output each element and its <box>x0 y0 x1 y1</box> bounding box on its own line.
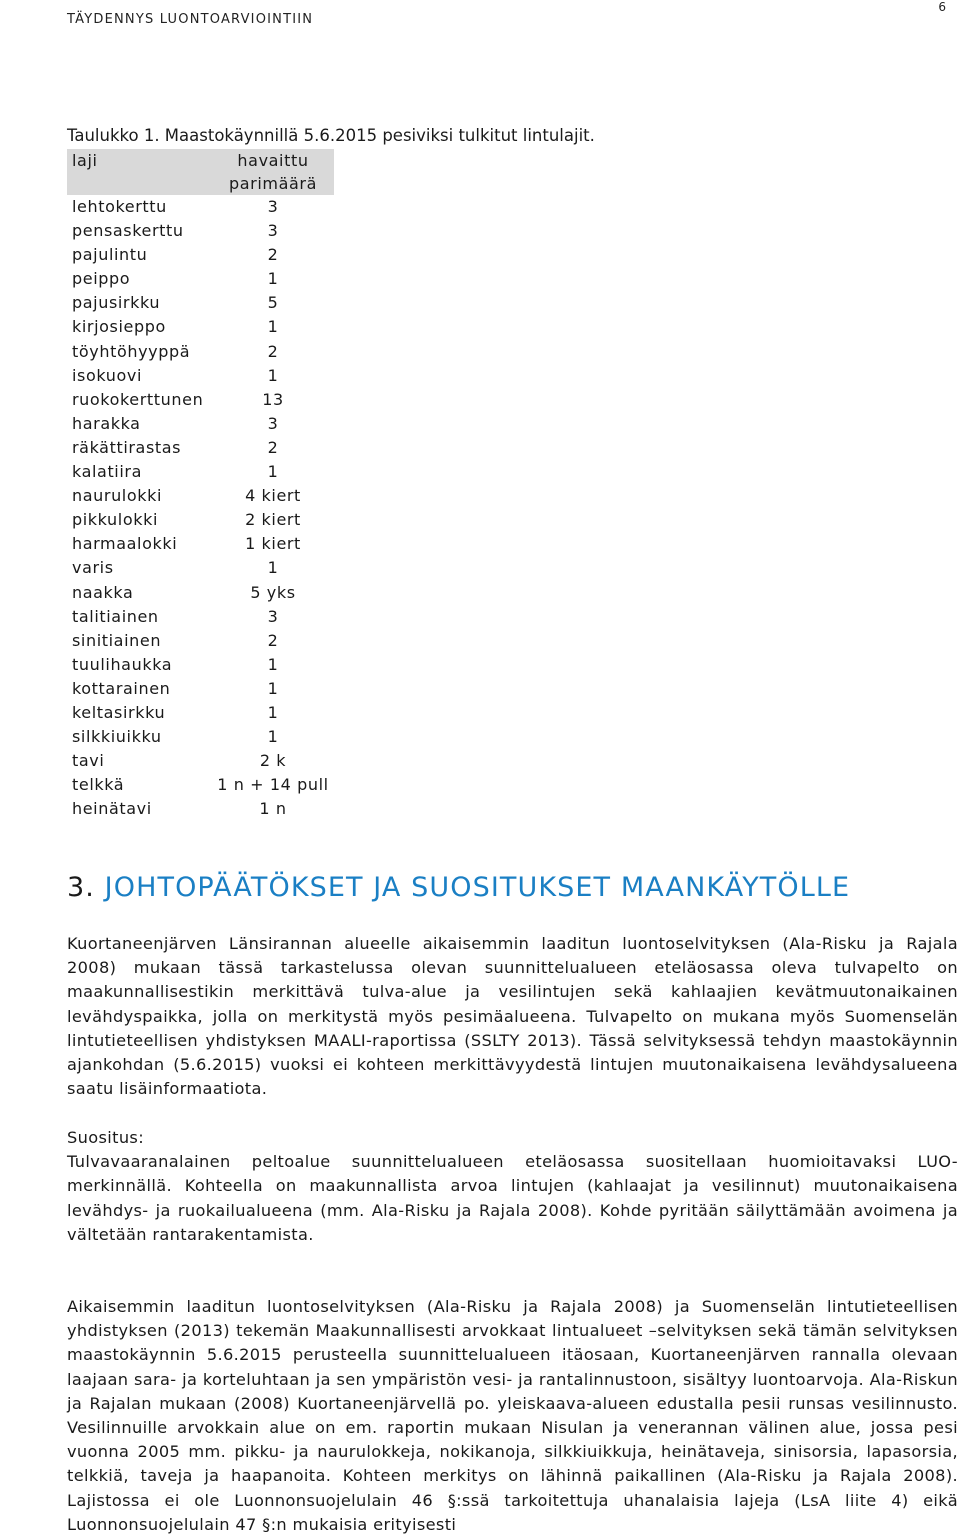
species-name-cell: pensaskerttu <box>72 221 184 241</box>
table-row <box>67 773 334 797</box>
pair-count-cell: 5 <box>267 293 279 313</box>
pair-count-cell: 2 <box>267 630 279 650</box>
species-name-cell: pikkulokki <box>72 510 158 530</box>
conclusion-paragraph: Kuortaneenjärven Länsirannan alueelle aikaisemmin laaditun luontoselvityksen (Ala-Risku ja Rajala 2008) mukaan tässä tarkastelussa olevan suunnittelualueen eteläosassa oleva tulvapelto on maakunnallisestikin merkittävä tulva-alue ja vesilintujen sekä kahlaajien kevätmuutonaikainen levähdyspaikka, jolla on merkitystä myös pesimäalueena. Tulvapelto on mukana myös Suomenselän lintutieteellisen yhdistyksen MAALI-raportissa (SSLTY 2013). Tässä selvityksessä tehdyn maastokäynnin ajankohdan (5.6.2015) vuoksi ei kohteen merkittävyydestä lintujen muutonaikaisena levähdysalueena saatu lisäinformaatiota. <box>67 934 958 1099</box>
species-name-cell: harmaalokki <box>72 534 178 554</box>
pair-count-cell: 1 kiert <box>245 534 301 554</box>
table-row <box>67 653 334 677</box>
species-name-cell: lehtokerttu <box>72 197 167 216</box>
species-name-cell: tavi <box>72 751 105 771</box>
pair-count-cell: 3 <box>267 197 279 216</box>
table-row <box>67 291 334 315</box>
recommendation-block <box>67 1126 958 1247</box>
species-name-cell: talitiainen <box>72 606 159 626</box>
species-name-cell: varis <box>72 558 114 578</box>
pair-count-cell: 13 <box>262 389 284 409</box>
species-name-cell: telkkä <box>72 775 125 795</box>
species-name-cell: pajusirkku <box>72 293 161 313</box>
table-row <box>67 195 334 219</box>
pair-count-cell: 1 n <box>259 799 287 819</box>
species-name-cell: tuulihaukka <box>72 654 173 674</box>
table-row <box>67 532 334 556</box>
table-row <box>67 315 334 339</box>
background-paragraph: Aikaisemmin laaditun luontoselvityksen (Ala-Risku ja Rajala 2008) ja Suomenselän lintutieteellisen yhdistyksen (2013) tekemän Maakunnallisesti arvokkaat lintualueet –selvityksen sekä tämän selvityksen maastokäynnin 5.6.2015 perusteella suunnittelualueen itäosaan, Kuortaneenjärven rannalla olevaan laajaan sara- ja korteluhtaan ja sen ympäristön vesi- ja rantalinnustoon, sisältyy luontoarvoja. Ala-Riskun ja Rajalan mukaan (2008) Kuortaneenjärvellä po. yleiskaava-alueen edustalla pesii runsas vesilinnusto. Vesilinnuille arvokkain alue on em. raportin mukaan Nisulan ja venerannan välinen alue, jossa pesi vuonna 2005 mm. pikku- ja naurulokkeja, nokikanoja, silkkiuikkuja, heinätaveja, sinisorsia, lapasorsia, telkkiä, taveja ja haapanoita. Kohteen merkitys on lähinnä paikallinen (Ala-Risku ja Rajala 2008). Lajistossa ei ole Luonnonsuojelulain 46 §:ssä tarkoitettuja uhanalaisia lajeja (LsA liite 4) eikä Luonnonsuojelulain 47 §:n mukaisia erityisesti <box>67 1297 958 1534</box>
pair-count-cell: 1 <box>267 654 279 674</box>
species-name-cell: harakka <box>72 413 141 433</box>
table-row <box>67 388 334 412</box>
pair-count-cell: 3 <box>267 221 279 241</box>
pair-count-cell: 1 <box>267 317 279 337</box>
table-caption: Taulukko 1. Maastokäynnillä 5.6.2015 pesiviksi tulkitut lintulajit. <box>67 126 595 145</box>
pair-count-cell: 3 <box>267 413 279 433</box>
table-row <box>67 677 334 701</box>
table-header-row <box>67 149 334 195</box>
pair-count-cell: 2 <box>267 245 279 265</box>
pair-count-cell: 1 <box>267 365 279 385</box>
species-name-cell: silkkiuikku <box>72 727 162 747</box>
bird-species-table <box>67 149 334 821</box>
table-row <box>67 701 334 725</box>
species-name-cell: töyhtöhyyppä <box>72 341 191 361</box>
page-number: 6 <box>938 0 946 14</box>
table-row <box>67 436 334 460</box>
species-name-cell: isokuovi <box>72 365 142 385</box>
section-heading <box>67 872 850 903</box>
table-row <box>67 556 334 580</box>
section-number: 3. <box>67 872 95 903</box>
table-row <box>67 605 334 629</box>
column-header-species: laji <box>67 149 212 195</box>
pair-count-cell: 2 k <box>259 751 287 771</box>
species-name-cell: heinätavi <box>72 799 152 819</box>
pair-count-cell: 5 yks <box>250 582 296 602</box>
pair-count-cell: 1 <box>267 702 279 722</box>
pair-count-cell: 1 <box>267 462 279 482</box>
pair-count-cell: 1 <box>267 727 279 747</box>
species-name-cell: keltasirkku <box>72 702 166 722</box>
table-row <box>67 460 334 484</box>
column-header-pair-count: havaittu parimäärä <box>212 149 334 195</box>
species-name-cell: kalatiira <box>72 462 142 482</box>
table-row <box>67 340 334 364</box>
table-row <box>67 364 334 388</box>
table-row <box>67 629 334 653</box>
table-row <box>67 243 334 267</box>
table-row <box>67 797 334 821</box>
table-row <box>67 267 334 291</box>
species-name-cell: peippo <box>72 269 131 289</box>
pair-count-cell: 2 <box>267 437 279 457</box>
pair-count-cell: 2 kiert <box>245 510 301 530</box>
species-name-cell: ruokokerttunen <box>72 389 204 409</box>
pair-count-cell: 1 n + 14 pull <box>217 775 329 795</box>
table-body <box>67 195 334 821</box>
recommendation-label: Suositus: <box>67 1128 145 1147</box>
pair-count-cell: 3 <box>267 606 279 626</box>
pair-count-cell: 1 <box>267 269 279 289</box>
table-row <box>67 508 334 532</box>
table-row <box>67 484 334 508</box>
species-name-cell: naakka <box>72 582 134 602</box>
pair-count-cell: 1 <box>267 678 279 698</box>
species-name-cell: räkättirastas <box>72 437 182 457</box>
species-name-cell: kirjosieppo <box>72 317 166 337</box>
recommendation-text: Tulvavaaranalainen peltoalue suunnittelualueen eteläosassa suositellaan huomioitavaksi LUO-merkinnällä. Kohteella on maakunnallista arvoa lintujen (kahlaajat ja vesilinnut) muutonaikaisena levähdys- ja ruokailualueena (mm. Ala-Risku ja Rajala 2008). Kohde pyritään säilyttämään avoimena ja vältetään rantarakentamista. <box>67 1152 958 1244</box>
table-row <box>67 749 334 773</box>
pair-count-cell: 2 <box>267 341 279 361</box>
species-name-cell: naurulokki <box>72 486 163 506</box>
species-name-cell: sinitiainen <box>72 630 162 650</box>
species-name-cell: pajulintu <box>72 245 148 265</box>
table-row <box>67 219 334 243</box>
table-row <box>67 581 334 605</box>
table-row <box>67 412 334 436</box>
species-name-cell: kottarainen <box>72 678 171 698</box>
pair-count-cell: 1 <box>267 558 279 578</box>
pair-count-cell: 4 kiert <box>245 486 301 506</box>
table-row <box>67 725 334 749</box>
document-header-title: TÄYDENNYS LUONTOARVIOINTIIN <box>67 12 314 27</box>
section-title: JOHTOPÄÄTÖKSET JA SUOSITUKSET MAANKÄYTÖLLE <box>104 872 851 903</box>
